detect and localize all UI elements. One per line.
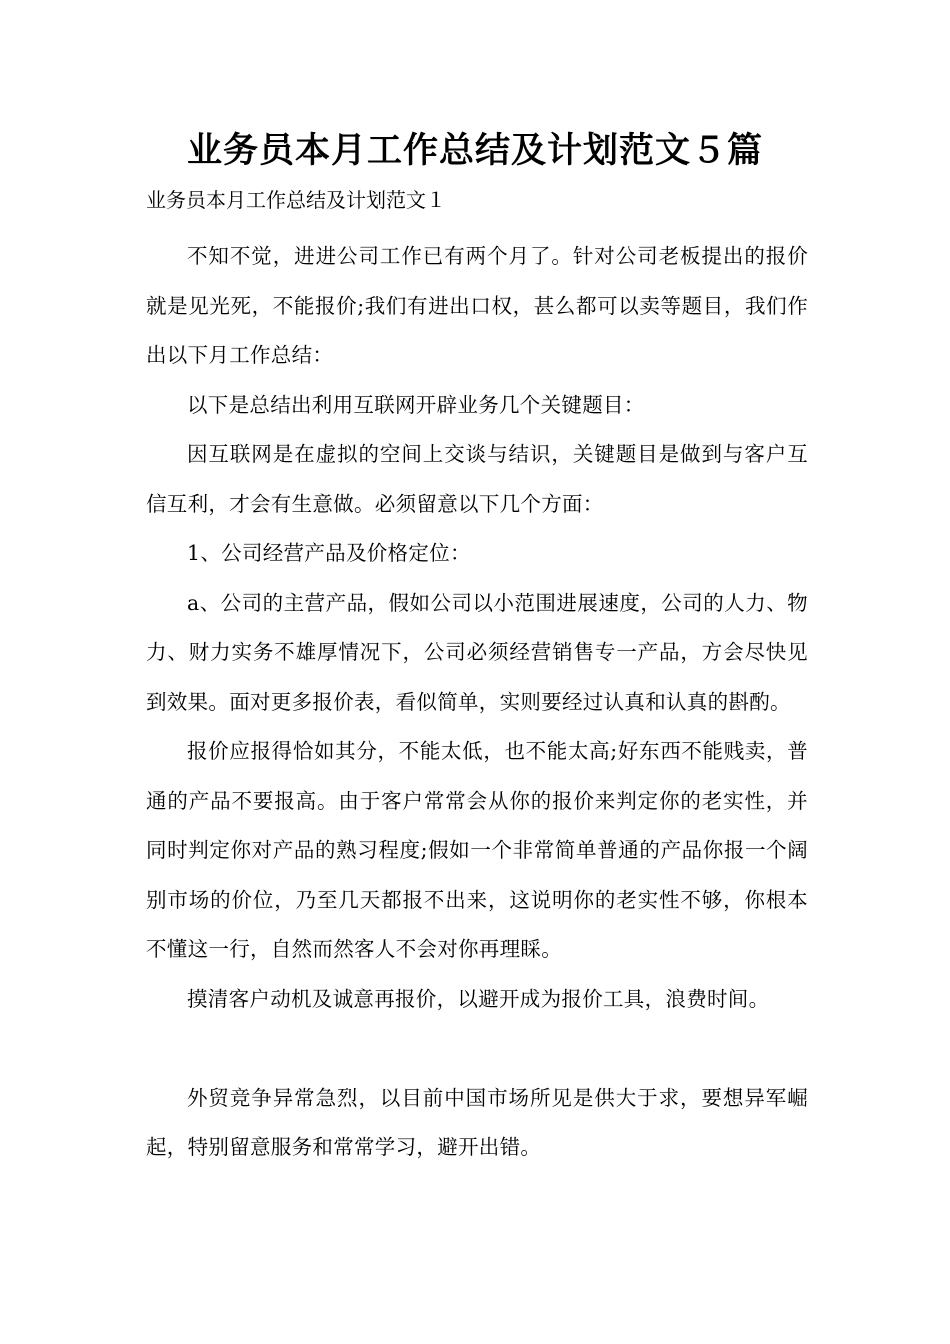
paragraph: 摸清客户动机及诚意再报价，以避开成为报价工具，浪费时间。 [187, 986, 770, 1011]
paragraph: 报价应报得恰如其分，不能太低，也不能太高;好东西不能贱卖，普通的产品不要报高。由于客户常常会从你的报价来判定你的老实性，并同时判定你对产品的熟习程度;假如一个非常简单普通的产品你报一个阔别市场的价位，乃至几天都报不出来，这说明你的老实性不够，你根本不懂这一行，自然而然客人不会对你再理睬。 [146, 739, 808, 961]
paragraph: 外贸竞争异常急烈，以目前中国市场所见是供大于求，要想异军崛起，特别留意服务和常常学习，避开出错。 [146, 1085, 808, 1159]
document-subtitle: 业务员本月工作总结及计划范文１ [146, 188, 446, 212]
document-title: 业务员本月工作总结及计划范文５篇 [186, 131, 763, 171]
paragraph: 因互联网是在虚拟的空间上交谈与结识，关键题目是做到与客户互信互利，才会有生意做。必须留意以下几个方面： [146, 442, 808, 516]
paragraph: 以下是总结出利用互联网开辟业务几个关键题目： [187, 392, 645, 417]
document-body [146, 232, 808, 1173]
paragraph-spacer [146, 1024, 808, 1074]
paragraph: 1、公司经营产品及价格定位： [187, 541, 471, 565]
paragraph: 不知不觉，进进公司工作已有两个月了。针对公司老板提出的报价就是见光死，不能报价;我们有进出口权，甚么都可以卖等题目，我们作出以下月工作总结： [146, 244, 808, 367]
paragraph: a、公司的主营产品，假如公司以小范围进展速度，公司的人力、物力、财力实务不雄厚情况下，公司必须经营销售专一产品，方会尽快见到效果。面对更多报价表，看似简单，实则要经过认真和认真的斟酌。 [146, 590, 808, 714]
